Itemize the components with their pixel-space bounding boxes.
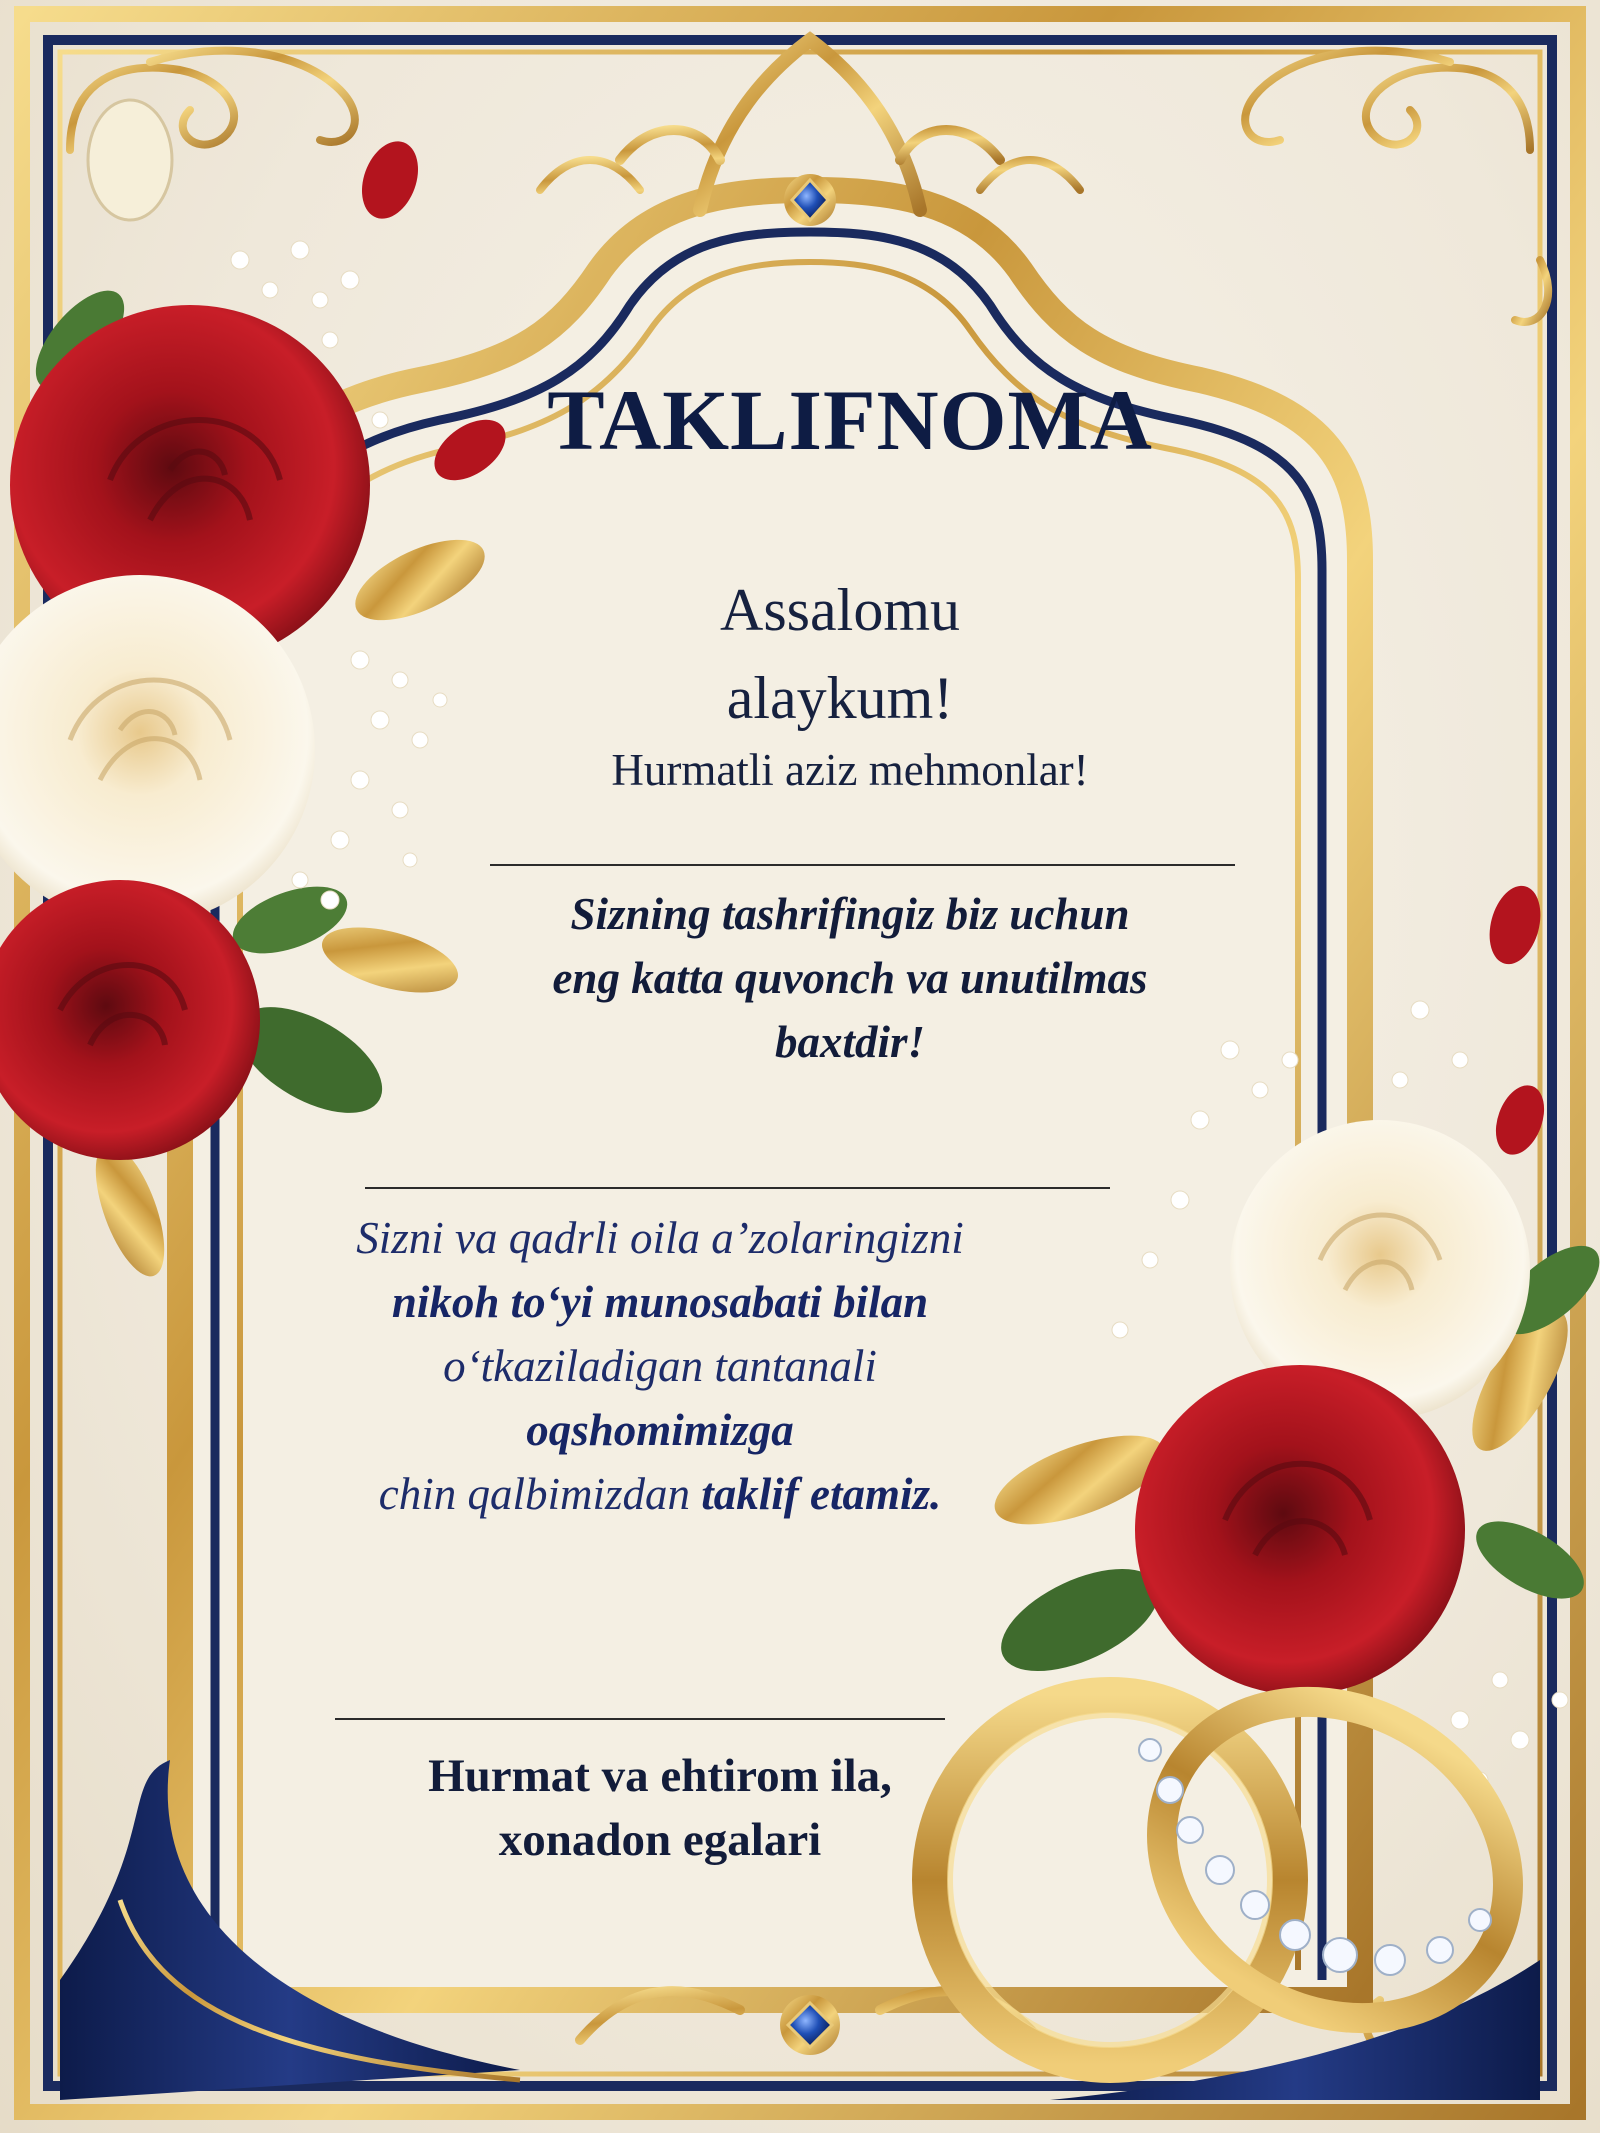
invite-line-5 bbox=[250, 1462, 1070, 1526]
red-rose-icon bbox=[1135, 1365, 1465, 1695]
divider-3 bbox=[335, 1718, 945, 1720]
top-crest bbox=[540, 40, 1080, 226]
quote-line-2: eng katta quvonch va unutilmas bbox=[552, 953, 1148, 1003]
invite-line-2: nikoh to‘yi munosabati bilan bbox=[391, 1277, 929, 1327]
invite-block bbox=[250, 1206, 1070, 1526]
divider-1 bbox=[490, 864, 1235, 866]
invite-line-5-bold: taklif etamiz. bbox=[701, 1469, 942, 1519]
greeting-line-1: Assalomu bbox=[720, 577, 960, 643]
quote-line-3: baxtdir! bbox=[774, 1017, 926, 1067]
quote-block bbox=[470, 882, 1230, 1074]
greeting-subtitle: Hurmatli aziz mehmonlar! bbox=[611, 745, 1089, 795]
signature-line-2: xonadon egalari bbox=[498, 1814, 822, 1866]
invite-line-5-prefix: chin qalbimizdan bbox=[378, 1469, 702, 1519]
invite-line-3: o‘tkaziladigan tantanali bbox=[443, 1341, 877, 1391]
divider-2 bbox=[365, 1187, 1110, 1189]
invite-line-4: oqshomimizga bbox=[526, 1405, 794, 1455]
greeting-line-2: alaykum! bbox=[726, 665, 954, 731]
quote-line-1: Sizning tashrifingiz biz uchun bbox=[570, 889, 1130, 939]
invite-line-1: Sizni va qadrli oila a’zolaringizni bbox=[356, 1213, 964, 1263]
signature-block bbox=[330, 1744, 990, 1872]
signature-line-1: Hurmat va ehtirom ila, bbox=[428, 1750, 892, 1802]
invitation-title: TAKLIFNOMA bbox=[547, 372, 1153, 468]
